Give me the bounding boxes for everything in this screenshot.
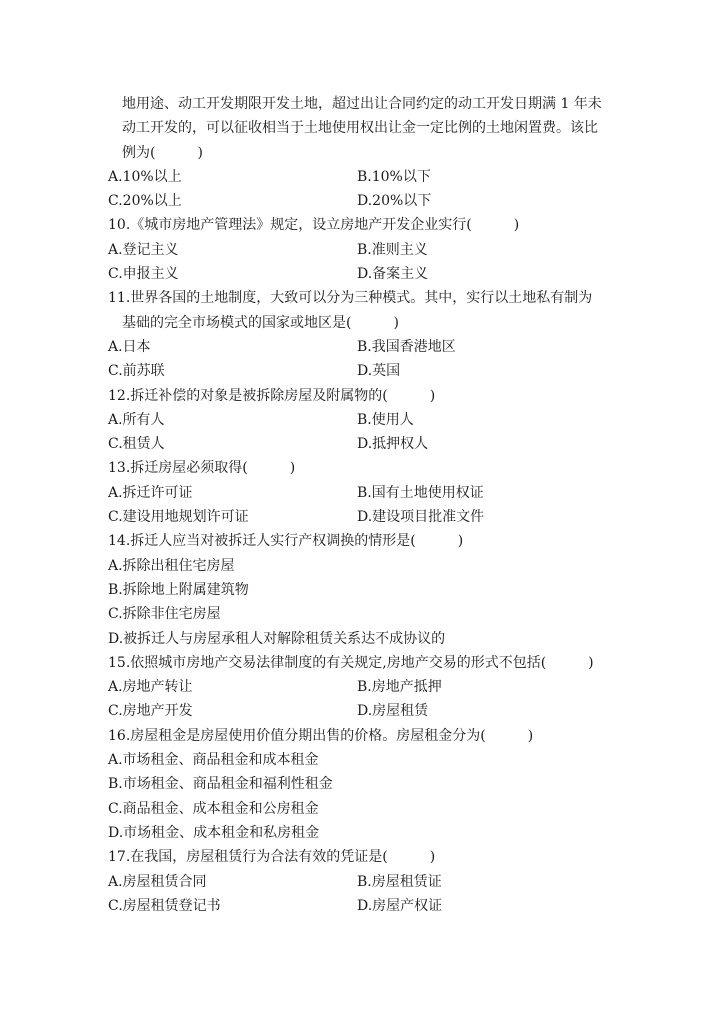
- q9-options-row: [108, 189, 618, 213]
- q11-stem-line: 11.世界各国的土地制度，大致可以分为三种模式。其中，实行以土地私有制为: [108, 290, 593, 307]
- q14-option-d: D.被拆迁人与房屋承租人对解除租赁关系达不成协议的: [108, 630, 446, 647]
- q9-stem-line: 动工开发的，可以征收相当于土地使用权出让金一定比例的土地闲置费。该比: [122, 120, 598, 137]
- q15-option-a: A.房地产转让: [108, 679, 193, 696]
- q11-options-row: [108, 359, 618, 383]
- q13-options-row: [108, 505, 618, 529]
- q15-option-c: C.房地产开发: [108, 703, 193, 720]
- q9-option-b: B.10%以下: [357, 168, 431, 185]
- q13-option-c: C.建设用地规划许可证: [108, 509, 249, 526]
- q17-option-c: C.房屋租赁登记书: [108, 897, 221, 914]
- q9-stem-line: 例为( ): [122, 144, 203, 161]
- q17-option-b: B.房屋租赁证: [357, 873, 442, 890]
- q17-option-a: A.房屋租赁合同: [108, 873, 207, 890]
- q15-option-b: B.房地产抵押: [357, 679, 442, 696]
- q11-option-a: A.日本: [108, 338, 151, 355]
- q17-stem: 17.在我国，房屋租赁行为合法有效的凭证是( ): [108, 849, 436, 866]
- q9-option-d: D.20%以下: [357, 193, 432, 210]
- q14-option-a: A.拆除出租住宅房屋: [108, 557, 235, 574]
- q16-stem: 16.房屋租金是房屋使用价值分期出售的价格。房屋租金分为( ): [108, 727, 534, 744]
- q12-options-row: [108, 432, 618, 456]
- exam-page: [108, 92, 618, 918]
- q10-stem: 10.《城市房地产管理法》规定，设立房地产开发企业实行( ): [108, 217, 520, 234]
- q10-option-a: A.登记主义: [108, 241, 179, 258]
- q13-options-row: [108, 481, 618, 505]
- q17-options-row: [108, 894, 618, 918]
- q13-option-b: B.国有土地使用权证: [357, 484, 484, 501]
- q16-option-a: A.市场租金、商品租金和成本租金: [108, 752, 319, 769]
- q15-stem: 15.依照城市房地产交易法律制度的有关规定,房地产交易的形式不包括( ): [108, 654, 594, 671]
- q13-option-d: D.建设项目批准文件: [357, 509, 485, 526]
- q9-option-c: C.20%以上: [108, 193, 182, 210]
- q10-option-c: C.申报主义: [108, 266, 179, 283]
- q12-option-c: C.租赁人: [108, 436, 165, 453]
- q16-option-d: D.市场租金、成本租金和私房租金: [108, 824, 320, 841]
- q14-stem: 14.拆迁人应当对被拆迁人实行产权调换的情形是( ): [108, 533, 464, 550]
- q11-stem-line: 基础的完全市场模式的国家或地区是( ): [122, 314, 399, 331]
- q11-option-c: C.前苏联: [108, 363, 165, 380]
- q12-option-b: B.使用人: [357, 411, 414, 428]
- q17-options-row: [108, 870, 618, 894]
- q13-option-a: A.拆迁许可证: [108, 484, 193, 501]
- q14-option-b: B.拆除地上附属建筑物: [108, 581, 249, 598]
- q10-options-row: [108, 238, 618, 262]
- q9-options-row: [108, 165, 618, 189]
- q10-option-d: D.备案主义: [357, 266, 429, 283]
- q12-option-d: D.抵押权人: [357, 436, 429, 453]
- q12-stem: 12.拆迁补偿的对象是被拆除房屋及附属物的( ): [108, 387, 436, 404]
- q9-stem-line: 地用途、动工开发期限开发土地，超过出让合同约定的动工开发日期满 1 年未: [122, 96, 602, 112]
- q14-option-c: C.拆除非住宅房屋: [108, 606, 221, 623]
- q11-option-d: D.英国: [357, 363, 401, 380]
- q15-options-row: [108, 675, 618, 699]
- q9-option-a: A.10%以上: [108, 168, 182, 185]
- q10-options-row: [108, 262, 618, 286]
- q15-option-d: D.房屋租赁: [357, 703, 429, 720]
- q13-stem: 13.拆迁房屋必须取得( ): [108, 460, 296, 477]
- q11-option-b: B.我国香港地区: [357, 338, 456, 355]
- q16-option-c: C.商品租金、成本租金和公房租金: [108, 800, 319, 817]
- q12-option-a: A.所有人: [108, 411, 165, 428]
- q15-options-row: [108, 699, 618, 723]
- q12-options-row: [108, 408, 618, 432]
- q10-option-b: B.准则主义: [357, 241, 428, 258]
- q11-options-row: [108, 335, 618, 359]
- q17-option-d: D.房屋产权证: [357, 897, 443, 914]
- q16-option-b: B.市场租金、商品租金和福利性租金: [108, 776, 333, 793]
